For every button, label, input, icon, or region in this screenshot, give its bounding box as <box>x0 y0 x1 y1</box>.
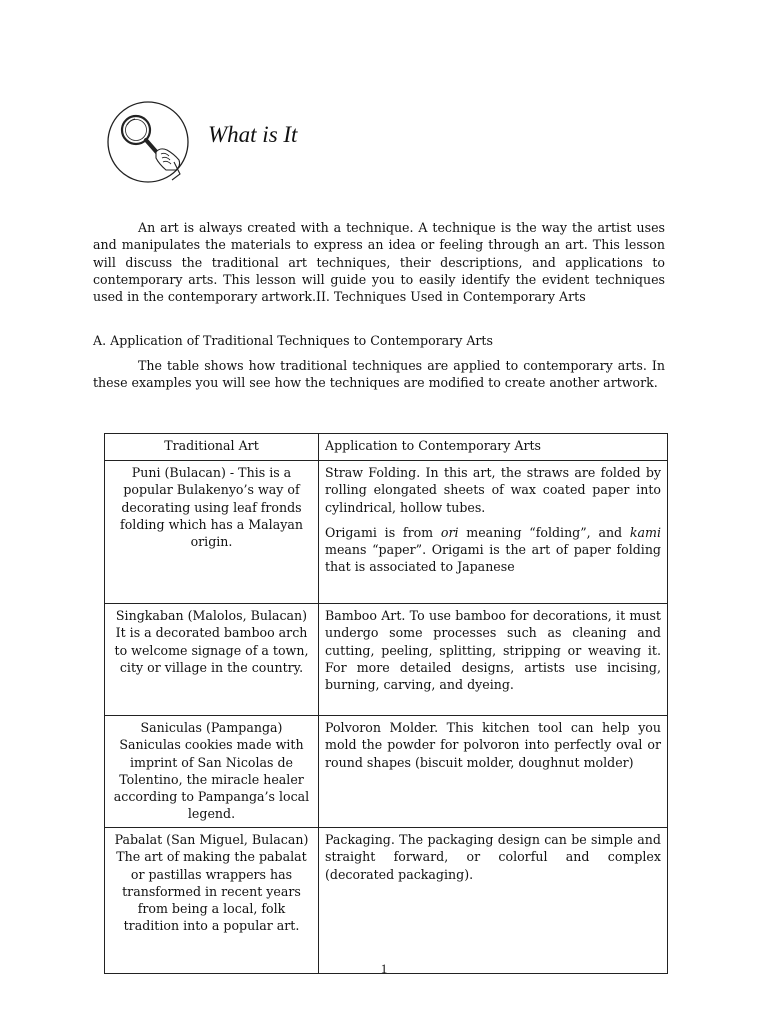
application-text: Straw Folding. In this art, the straws are folded by rolling elongated sheets of wax coated paper into cylindrical, hollow tubes. <box>325 465 661 515</box>
table-header-row <box>105 434 668 461</box>
traditional-cell: Pabalat (San Miguel, Bulacan) The art of making the pabalat or pastillas wrappers has transformed in recent years from being a local, folk tradition into a popular art. <box>105 828 319 974</box>
application-cell <box>319 461 668 604</box>
techniques-table <box>104 433 668 974</box>
application-cell: Packaging. The packaging design can be simple and straight forward, or colorful and complex (decorated packaging). <box>319 828 668 974</box>
magnifying-glass-icon <box>104 100 192 184</box>
table-row <box>105 604 668 716</box>
header-traditional-art: Traditional Art <box>105 434 319 461</box>
header-application: Application to Contemporary Arts <box>319 434 668 461</box>
application-cell: Polvoron Molder. This kitchen tool can help you mold the powder for polvoron into perfectly oval or round shapes (biscuit molder, doughnut molder) <box>319 716 668 828</box>
table-row <box>105 461 668 604</box>
intro-paragraph: An art is always created with a technique. A technique is the way the artist uses and manipulates the materials to express an idea or feeling through an art. This lesson will discuss the traditional art techniques, their descriptions, and applications to contemporary arts. This lesson will guide you to easily identify the evident techniques used in the contemporary artwork.II. Techniques Used in Contemporary Arts <box>93 220 665 305</box>
extra-text-b: meaning “folding”, and <box>458 524 630 540</box>
extra-text-em2: kami <box>629 524 661 540</box>
application-cell: Bamboo Art. To use bamboo for decorations, it must undergo some processes such as cleaning and cutting, peeling, splitting, stripping or weaving it. For more detailed designs, artists use incising, burning, carving, and dyeing. <box>319 604 668 716</box>
traditional-cell: Saniculas (Pampanga) Saniculas cookies made with imprint of San Nicolas de Tolentino, the miracle healer according to Pampanga’s local legend. <box>105 716 319 828</box>
table-row <box>105 828 668 974</box>
traditional-cell: Puni (Bulacan) - This is a popular Bulakenyo’s way of decorating using leaf fronds folding which has a Malayan origin. <box>105 461 319 604</box>
page-title: What is It <box>208 122 298 147</box>
traditional-cell: Singkaban (Malolos, Bulacan) It is a decorated bamboo arch to welcome signage of a town, city or village in the country. <box>105 604 319 716</box>
section-heading: A. Application of Traditional Techniques to Contemporary Arts <box>93 333 493 348</box>
table-row <box>105 716 668 828</box>
extra-text-c: means “paper”. Origami is the art of paper folding that is associated to Japanese <box>325 542 661 575</box>
extra-text-a: Origami is from <box>325 524 441 540</box>
application-extra-text <box>325 524 661 576</box>
page-number: 1 <box>380 961 388 976</box>
extra-text-em1: ori <box>440 524 459 540</box>
table-intro-paragraph: The table shows how traditional techniques are applied to contemporary arts. In these examples you will see how the techniques are modified to create another artwork. <box>93 358 665 391</box>
